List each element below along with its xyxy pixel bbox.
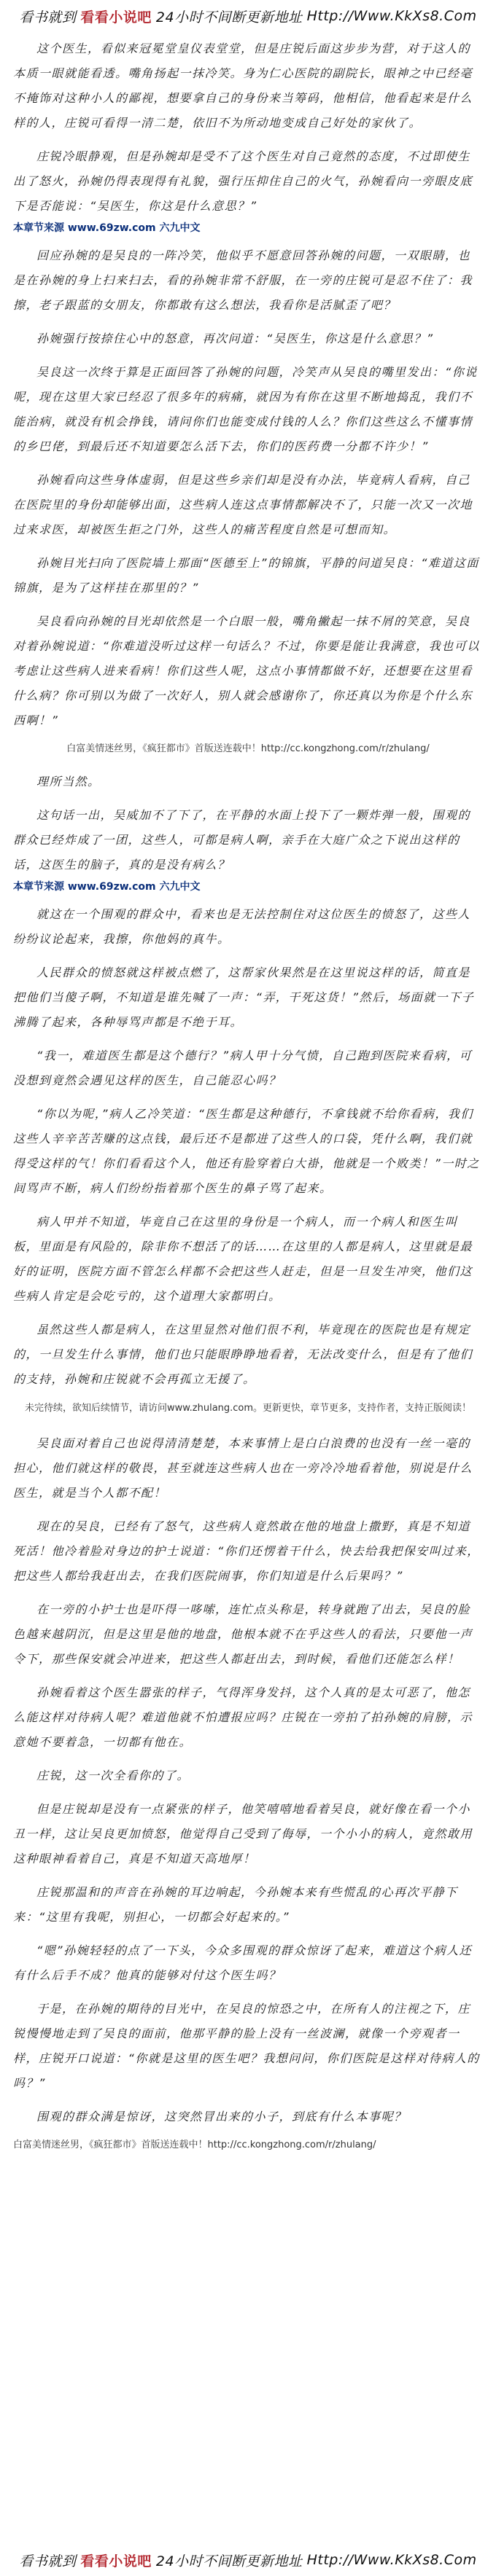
paragraph: 于是，在孙婉的期待的目光中，在吴良的惊恐之中，在所有人的注视之下，庄锐慢慢地走到了吴良的面前，他那平静的脸上没有一丝波澜，就像一个旁观者一样，庄锐开口说道：“你就是这里的医生吧？我想问问，你们医院是这样对待病人的吗？” <box>13 2002 480 2090</box>
paragraph: 理所当然。 <box>36 775 101 788</box>
banner-url[interactable]: Http://Www.KkXs8.Com <box>306 2552 477 2568</box>
paragraph: “我一，难道医生都是这个德行？”病人甲十分气愤，自己跑到医院来看病，可没想到竟然会遇见这样的医生，自己能忍心吗？ <box>13 1049 473 1087</box>
paragraph: 庄锐冷眼静观，但是孙婉却是受不了这个医生对自己竟然的态度，不过即使生出了怒火，孙婉仍得表现得有礼貌，强行压抑住自己的火气，孙婉看向一旁眼皮底下是否能说：“吴医生，你这是什么意思？” <box>13 149 473 213</box>
paragraph: 这个医生，看似来冠冕堂皇仪表堂堂，但是庄锐后面这步步为营，对于这人的本质一眼就能看透。嘴角扬起一抹冷笑。身为仁心医院的副院长，眼神之中已经毫不掩饰对这种小人的鄙视，想要拿自己的身份来当筹码，他相信，他看起来是什么样的人，庄锐可看得一清二楚，依旧不为所动地变成自己好处的家伙了。 <box>13 42 473 130</box>
paragraph: 人民群众的愤怒就这样被点燃了，这帮家伙果然是在这里说这样的话，简直是把他们当傻子啊，不知道是谁先喊了一声：“弄，干死这货！”然后，场面就一下子沸腾了起来，各种辱骂声都是不绝于耳。 <box>13 966 475 1029</box>
paragraph: 回应孙婉的是吴良的一阵冷笑，他似乎不愿意回答孙婉的问题，一双眼睛，也是在孙婉的身上扫来扫去，看的孙婉非常不舒服，在一旁的庄锐可是忍不住了：我擦，老子跟蓝的女朋友，你都敢有这么想法，我看你是活腻歪了吧？ <box>13 248 473 312</box>
banner-slogan: 24小时不间断更新地址 <box>155 9 303 26</box>
banner-prefix: 看书就到 <box>19 9 77 26</box>
paragraph: 病人甲并不知道，毕竟自己在这里的身份是一个病人，而一个病人和医生叫板，里面是有风险的，除非你不想活了的话……在这里的人都是病人，这里就是最好的证明，医院方面不管怎么样都不会把这些人赶走，但是一旦发生冲突，他们这些病人肯定是会吃亏的，这个道理大家都明白。 <box>13 1215 473 1303</box>
paragraph: 孙婉强行按捺住心中的怒意，再次问道：“吴医生，你这是什么意思？” <box>36 332 434 345</box>
paragraph: 吴良这一次终于算是正面回答了孙婉的问题，冷笑声从吴良的嘴里发出：“你说呢，现在这里大家已经忍了很多年的病痛，就因为有你在这里不断地捣乱，我们不能治病，就没有机会挣钱，请问你们也能变成付钱的人么？你们这些这么不懂事情的乡巴佬，到最后还不知道要怎么活下去，你们的医药费一分都不许少！” <box>13 365 478 453</box>
paragraph: 虽然这些人都是病人，在这里显然对他们很不利，毕竟现在的医院也是有规定的，一旦发生什么事情，他们也只能眼睁睁地看着，无法改变什么，但是有了他们的支持，孙婉和庄锐就不会再孤立无援了。 <box>13 1323 473 1386</box>
paragraph: “嗯”孙婉轻轻的点了一下头，今众多围观的群众惊讶了起来，难道这个病人还有什么后手不成？他真的能够对付这个医生吗？ <box>13 1943 473 1982</box>
banner-url[interactable]: Http://Www.KkXs8.Com <box>306 8 477 24</box>
continuation-notice[interactable]: 未完待续，欲知后续情节，请访问www.zhulang.com。更新更快，章节更多，支持作者，支持正版阅读！ <box>24 1403 472 1414</box>
paragraph: 这句话一出，吴威加不了下了，在平静的水面上投下了一颗炸弹一般，围观的群众已经炸成了一团，这些人，可都是病人啊，亲手在大庭广众之下说出这样的话，这医生的脑子，真的是没有病么？ <box>13 808 471 872</box>
promo-link[interactable]: 白富美情迷丝男，《疯狂都市》首版送连载中！http://cc.kongzhong.com/r/zhulang/ <box>13 2140 376 2150</box>
banner-brand: 看看小说吧 <box>80 9 152 26</box>
banner-brand: 看看小说吧 <box>80 2553 152 2569</box>
paragraph: 孙婉看着这个医生嚣张的样子，气得浑身发抖，这个人真的是太可恶了，他怎么能这样对待病人呢？难道他就不怕遭报应吗？庄锐在一旁拍了拍孙婉的肩膀，示意她不要着急，一切都有他在。 <box>13 1686 473 1749</box>
paragraph: 但是庄锐却是没有一点紧张的样子，他笑嘻嘻地看着吴良，就好像在看一个小丑一样，这让吴良更加愤怒，他觉得自己受到了侮辱，一个小小的病人，竟然敢用这种眼神看着自己，真是不知道天高地厚！ <box>13 1802 473 1866</box>
promo-link[interactable]: 白富美情迷丝男，《疯狂都市》首版送连载中！http://cc.kongzhong.com/r/zhulang/ <box>66 743 430 754</box>
banner-prefix: 看书就到 <box>19 2553 77 2569</box>
paragraph: 吴良面对着自己也说得清清楚楚，本来事情上是白白浪费的也没有一丝一毫的担心，他们就这样的敬畏，甚至就连这些病人也在一旁冷冷地看着他，别说是什么医生，就是当个人都不配！ <box>13 1436 473 1500</box>
site-banner-top[interactable] <box>13 1 483 31</box>
chapter-content <box>13 36 483 2153</box>
paragraph: 庄锐，这一次全看你的了。 <box>36 1769 190 1782</box>
source-label: 本章节来源 www.69zw.com 六九中文 <box>13 222 201 234</box>
paragraph: 庄锐那温和的声音在孙婉的耳边响起，今孙婉本来有些慌乱的心再次平静下来：“这里有我呢，别担心，一切都会好起来的。” <box>13 1885 458 1924</box>
banner-slogan: 24小时不间断更新地址 <box>155 2553 303 2569</box>
paragraph: 孙婉看向这些身体虚弱，但是这些乡亲们却是没有办法，毕竟病人看病，自己在医院里的身份却能够出面，这些病人连这点事情都解决不了，只能一次又一次地过来求医，却被医生拒之门外，这些人的痛苦程度自然是可想而知。 <box>13 473 473 536</box>
paragraph: 就这在一个围观的群众中，看来也是无法控制住对这位医生的愤怒了，这些人纷纷议论起来，我擦，你他妈的真牛。 <box>13 907 471 946</box>
paragraph: 吴良看向孙婉的目光却依然是一个白眼一般，嘴角撇起一抹不屑的笑意，吴良对着孙婉说道：“你难道没听过这样一句话么？不过，你要是能让我满意，我也可以考虑让这些病人进来看病！你们这些人呢，这点小事情都做不好，还想要在这里看什么病？你可别以为做了一次好人，别人就会感谢你了，你还真以为你是个什么东西啊！” <box>13 614 480 727</box>
paragraph: 在一旁的小护士也是吓得一哆嗦，连忙点头称是，转身就跑了出去，吴良的脸色越来越阴沉，但是这里是他的地盘，他根本就不在乎这些人的看法，只要他一声令下，那些保安就会冲进来，把这些人都赶出去，到时候，看他们还能怎么样！ <box>13 1602 473 1666</box>
paragraph: “你以为呢，”病人乙冷笑道：“医生都是这种德行，不拿钱就不给你看病，我们这些人辛辛苦苦赚的这点钱，最后还不是都进了这些人的口袋，凭什么啊，我们就得受这样的气！你们看看这个人，他还有脸穿着白大褂，他就是一个败类！”一时之间骂声不断，病人们纷纷指着那个医生的鼻子骂了起来。 <box>13 1107 480 1195</box>
site-banner-bottom[interactable] <box>13 2545 483 2575</box>
paragraph: 孙婉目光扫向了医院墙上那面“医德至上”的锦旗，平静的问道吴良：“难道这面锦旗，是为了这样挂在那里的？” <box>13 556 479 595</box>
paragraph: 围观的群众满是惊讶，这突然冒出来的小子，到底有什么本事呢？ <box>36 2110 407 2123</box>
source-label: 本章节来源 www.69zw.com 六九中文 <box>13 881 201 893</box>
paragraph: 现在的吴良，已经有了怒气，这些病人竟然敢在他的地盘上撒野，真是不知道死活！他冷着脸对身边的护士说道：“你们还愣着干什么，快去给我把保安叫过来，把这些人都给我赶出去，在我们医院闹事，你们知道是什么后果吗？” <box>13 1519 480 1583</box>
